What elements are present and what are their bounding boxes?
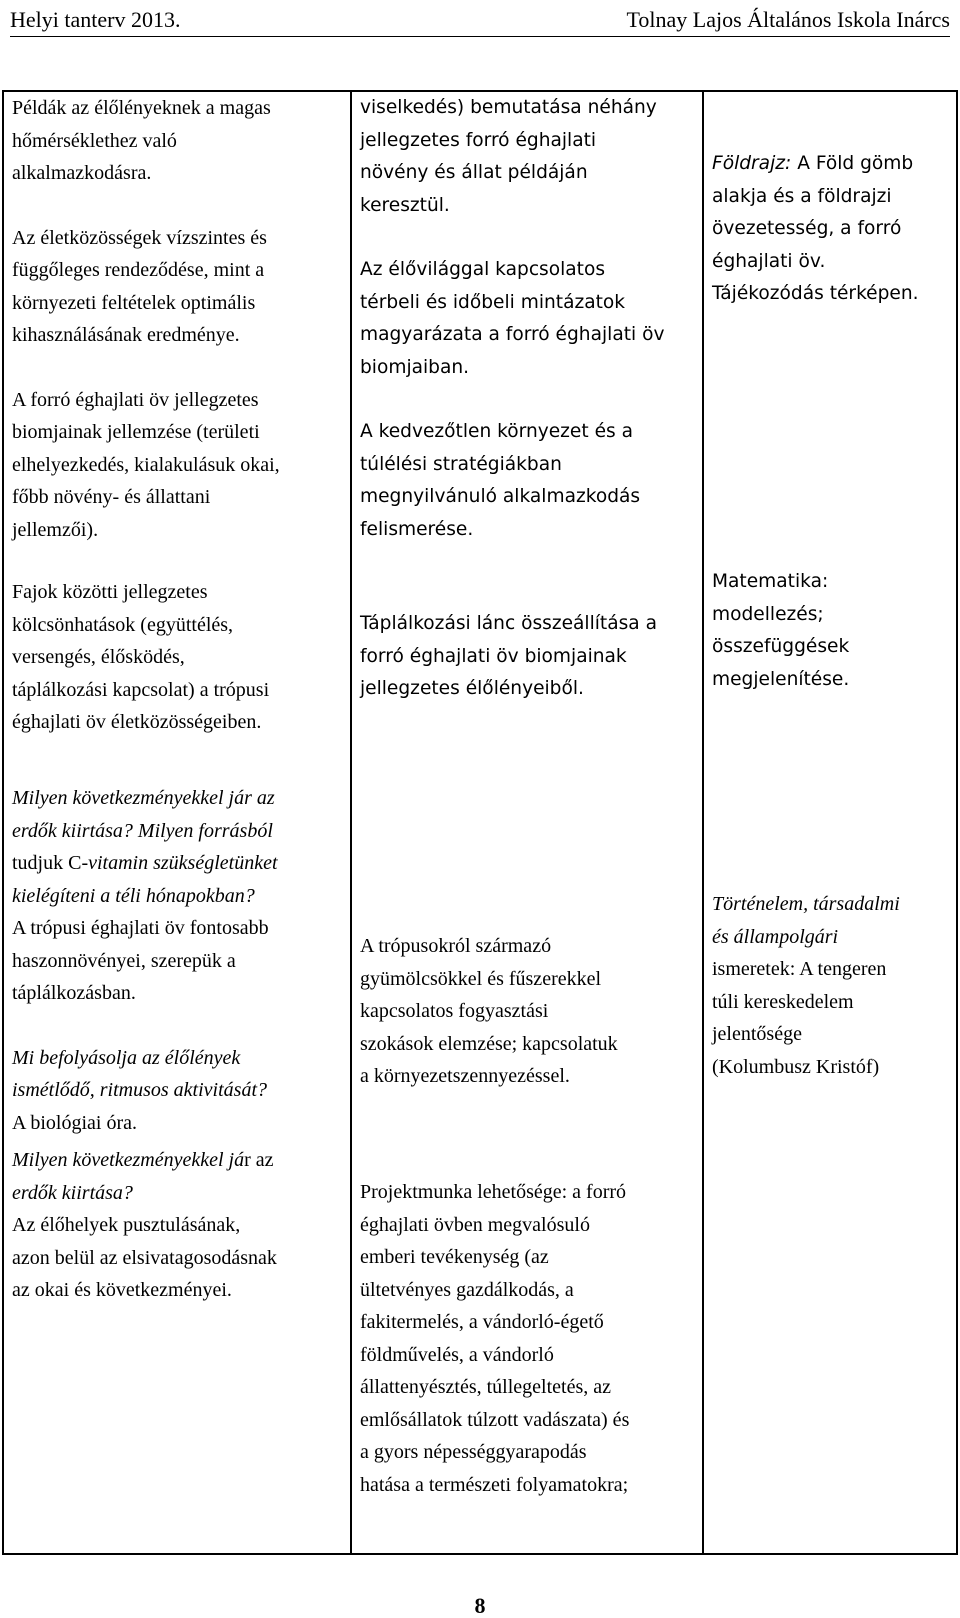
- text-line: szokások elemzése; kapcsolatuk: [360, 1032, 618, 1055]
- text-line: Matematika:: [712, 571, 829, 592]
- text-fragment: tudjuk C: [12, 852, 82, 874]
- text-line: Fajok közötti jellegzetes: [12, 581, 208, 603]
- text-line: emberi tevékenység (az: [360, 1246, 549, 1268]
- text-line: kapcsolatos fogyasztási: [360, 1000, 549, 1022]
- text-line: éghajlati öv életközösségeiben.: [12, 711, 262, 733]
- text-line: térbeli és időbeli mintázatok: [360, 291, 626, 313]
- text-line: környezeti feltételek optimális: [12, 291, 256, 314]
- text-line: biomjainak jellemzése (területi: [12, 421, 260, 443]
- text-line: gyümölcsökkel és fűszerekkel: [360, 967, 602, 990]
- text-line: az okai és következményei.: [12, 1279, 232, 1301]
- text-line: erdők kiirtása?: [12, 1181, 133, 1204]
- curriculum-table: [2, 90, 958, 1555]
- text-line: a gyors népességgyarapodás: [360, 1441, 587, 1463]
- text-fragment: Milyen következményekkel já: [12, 1149, 245, 1171]
- text-line: éghajlati övben megvalósuló: [360, 1213, 590, 1236]
- text-line: biomjaiban.: [360, 356, 470, 378]
- text-line: [12, 1144, 342, 1177]
- text-line: táplálkozásban.: [12, 982, 136, 1004]
- text-line: túlélési stratégiákban: [360, 453, 562, 475]
- page-number: 8: [474, 1593, 486, 1618]
- text-fragment: A Föld gömb: [791, 153, 914, 174]
- subject-label: Földrajz:: [712, 153, 792, 174]
- text-line: azon belül az elsivatagosodásnak: [12, 1246, 277, 1269]
- text-line: jelentősége: [712, 1023, 802, 1045]
- column-divider: [350, 92, 352, 1553]
- text-line: ismeretek: A tengeren: [712, 958, 887, 980]
- text-line: keresztül.: [360, 194, 450, 216]
- text-line: fakitermelés, a vándorló-égető: [360, 1311, 604, 1333]
- text-line: állattenyésztés, túllegeltetés, az: [360, 1376, 611, 1398]
- text-line: viselkedés) bemutatása néhány: [360, 97, 657, 118]
- text-fragment: -vitamin szükségletünket: [81, 852, 278, 874]
- text-line: A forró éghajlati öv jellegzetes: [12, 388, 259, 411]
- text-line: Történelem, társadalmi: [712, 893, 900, 915]
- page-header: [10, 6, 950, 37]
- text-line: összefüggések: [712, 636, 850, 657]
- text-line: megnyilvánuló alkalmazkodás: [360, 486, 641, 507]
- text-line: ültetvényes gazdálkodás, a: [360, 1278, 574, 1301]
- text-fragment: r az: [244, 1149, 274, 1171]
- text-line: földművelés, a vándorló: [360, 1343, 554, 1366]
- text-line: A trópusi éghajlati öv fontosabb: [12, 917, 269, 939]
- row2-col3-content: [712, 566, 952, 696]
- text-line: A kedvezőtlen környezet és a: [360, 421, 634, 442]
- header-title: Helyi tanterv 2013.: [10, 7, 181, 32]
- row2-col2-content: [360, 608, 696, 706]
- text-line: Milyen következményekkel jár az: [12, 787, 275, 809]
- header-school: Tolnay Lajos Általános Iskola Inárcs: [626, 7, 950, 32]
- row3-col1-content: [12, 782, 342, 1139]
- text-line: ismétlődő, ritmusos aktivitását?: [12, 1079, 267, 1101]
- text-line: kölcsönhatások (együttélés,: [12, 613, 234, 636]
- row3-col3-content: [712, 888, 952, 1083]
- text-line: emlősállatok túlzott vadászata) és: [360, 1408, 630, 1431]
- text-line: a környezetszennyezéssel.: [360, 1065, 570, 1087]
- text-line: Tájékozódás térképen.: [712, 283, 919, 304]
- text-line: Mi befolyásolja az élőlények: [12, 1046, 241, 1069]
- text-line: hatása a természeti folyamatokra;: [360, 1473, 629, 1496]
- text-line: táplálkozási kapcsolat) a trópusi: [12, 678, 270, 701]
- text-line: versengés, élősködés,: [12, 646, 185, 668]
- text-line: jellegzetes forró éghajlati: [360, 129, 597, 151]
- text-line: Projektmunka lehetősége: a forró: [360, 1181, 627, 1203]
- text-line: A trópusokról származó: [360, 935, 552, 957]
- text-line: övezetesség, a forró: [712, 218, 902, 239]
- text-line: hőmérséklethez való: [12, 129, 177, 152]
- text-line: (Kolumbusz Kristóf): [712, 1055, 880, 1078]
- text-line: Táplálkozási lánc összeállítása a: [360, 613, 657, 634]
- row2-col1-content: [12, 576, 342, 739]
- text-line: magyarázata a forró éghajlati öv: [360, 324, 665, 345]
- text-line: alakja és a földrajzi: [712, 185, 892, 207]
- row3-col2-content: [360, 930, 696, 1093]
- text-line: jellemzői).: [12, 518, 99, 541]
- text-line: forró éghajlati öv biomjainak: [360, 645, 627, 667]
- text-line: [12, 847, 342, 880]
- text-line: növény és állat példáján: [360, 162, 588, 183]
- row1-col1-content: [12, 92, 342, 546]
- text-line: Az élővilággal kapcsolatos: [360, 259, 606, 280]
- row4-col1-content: [12, 1144, 342, 1307]
- text-line: kihasználásának eredménye.: [12, 324, 240, 346]
- row4-col2-content: [360, 1176, 696, 1501]
- text-line: erdők kiirtása? Milyen forrásból: [12, 819, 273, 842]
- text-line: Példák az élőlényeknek a magas: [12, 97, 271, 119]
- text-line: megjelenítése.: [712, 668, 850, 690]
- text-line: túli kereskedelem: [712, 990, 854, 1013]
- text-line: főbb növény- és állattani: [12, 486, 211, 508]
- text-line: modellezés;: [712, 603, 824, 625]
- row1-col2-content: [360, 92, 696, 546]
- text-line: és állampolgári: [712, 925, 839, 948]
- text-line: felismerése.: [360, 518, 474, 540]
- text-line: jellegzetes élőlényeiből.: [360, 678, 584, 699]
- text-line: [712, 148, 952, 181]
- text-line: Az élőhelyek pusztulásának,: [12, 1214, 241, 1236]
- row1-col3-content: [712, 148, 952, 311]
- text-line: Az életközösségek vízszintes és: [12, 226, 267, 249]
- text-line: elhelyezkedés, kialakulásuk okai,: [12, 453, 280, 476]
- text-line: kielégíteni a téli hónapokban?: [12, 884, 255, 907]
- text-line: alkalmazkodásra.: [12, 162, 152, 184]
- text-line: függőleges rendeződése, mint a: [12, 259, 265, 281]
- column-divider: [702, 92, 704, 1553]
- text-line: éghajlati öv.: [712, 250, 826, 272]
- text-line: haszonnövényei, szerepük a: [12, 949, 236, 972]
- text-line: A biológiai óra.: [12, 1111, 137, 1134]
